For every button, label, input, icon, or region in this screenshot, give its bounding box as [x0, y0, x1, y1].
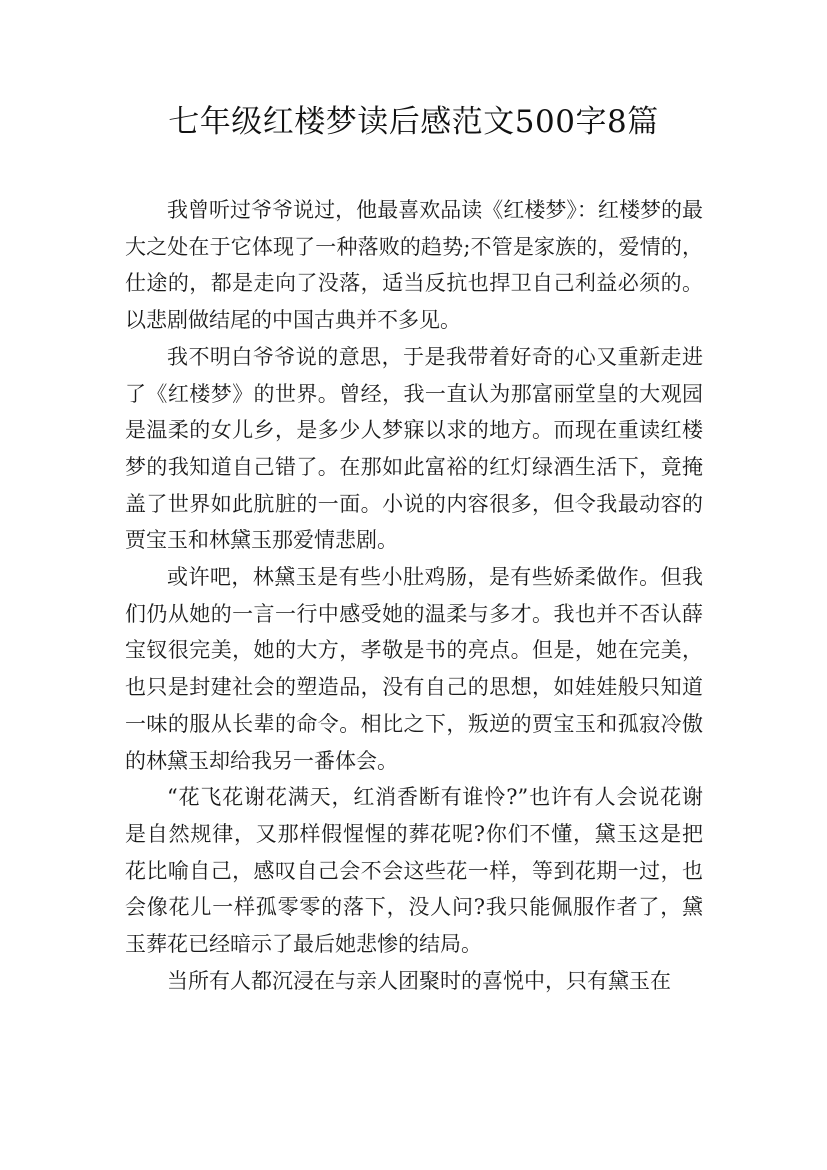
document-title: 七年级红楼梦读后感范文500字8篇 [168, 104, 659, 140]
paragraph-4: “花飞花谢花满天，红消香断有谁怜?”也许有人会说花谢是自然规律，又那样假惺惺的葬花呢?你们不懂，黛玉这是把花比喻自己，感叹自己会不会这些花一样，等到花期一过，也会像花儿一样孤零零的落下，没人问?我只能佩服作者了，黛玉葬花已经暗示了最后她悲惨的结局。 [125, 785, 703, 957]
paragraph-1: 我曾听过爷爷说过，他最喜欢品读《红楼梦》：红楼梦的最大之处在于它体现了一种落败的趋势;不管是家族的，爱情的，仕途的，都是走向了没落，适当反抗也捍卫自己利益必须的。以悲剧做结尾的中国古典并不多见。 [125, 198, 703, 333]
paragraph-5: 当所有人都沉浸在与亲人团聚时的喜悦中，只有黛玉在 [167, 968, 671, 993]
document-body [125, 192, 703, 999]
paragraph-2: 我不明白爷爷说的意思，于是我带着好奇的心又重新走进了《红楼梦》的世界。曾经，我一直认为那富丽堂皇的大观园是温柔的女儿乡，是多少人梦寐以求的地方。而现在重读红楼梦的我知道自己错了。在那如此富裕的红灯绿酒生活下，竟掩盖了世界如此肮脏的一面。小说的内容很多，但令我最动容的贾宝玉和林黛玉那爱情悲剧。 [125, 344, 703, 553]
paragraph-3: 或许吧，林黛玉是有些小肚鸡肠，是有些娇柔做作。但我们仍从她的一言一行中感受她的温柔与多才。我也并不否认薛宝钗很完美，她的大方，孝敬是书的亮点。但是，她在完美，也只是封建社会的塑造品，没有自己的思想，如娃娃般只知道一味的服从长辈的命令。相比之下，叛逆的贾宝玉和孤寂冷傲的林黛玉却给我另一番体会。 [125, 565, 703, 773]
